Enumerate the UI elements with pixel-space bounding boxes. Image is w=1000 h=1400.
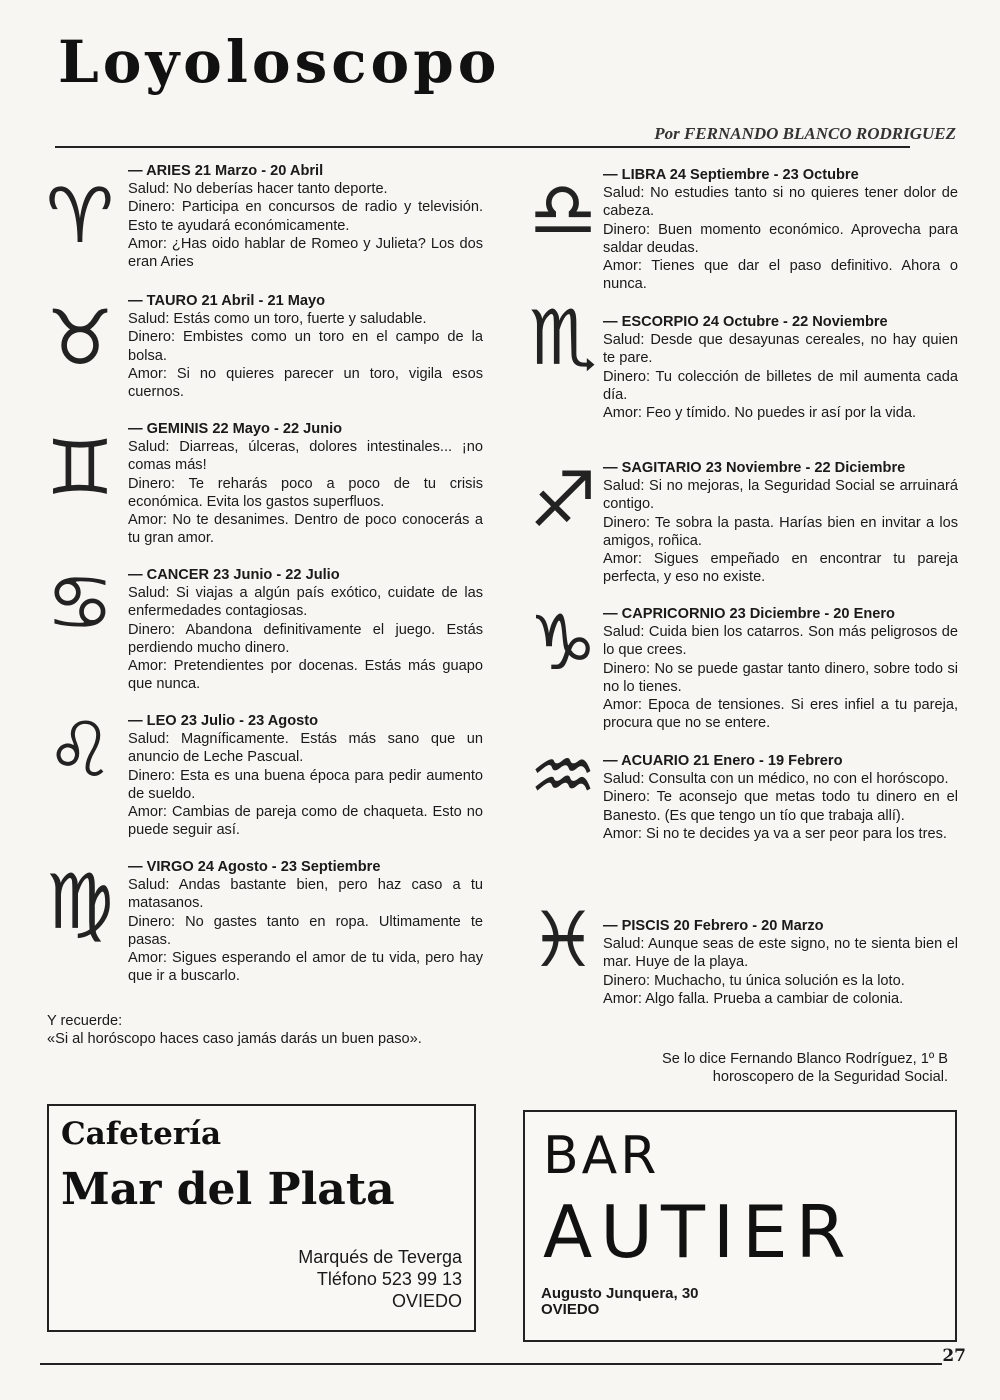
sign-money: Dinero: Embistes como un toro en el campo de la bolsa. [128,329,483,364]
horoscope-entry [603,605,958,732]
sign-money: Dinero: Abandona definitivamente el juego. Estás perdiendo mucho dinero. [128,621,483,656]
sign-love: Amor: Cambias de pareja como de chaqueta. Esto no puede seguir así. [128,804,483,839]
ad-cafeteria [47,1104,476,1332]
address-line: OVIEDO [541,1301,600,1318]
sign-health: Salud: Si no mejoras, la Seguridad Social se arruinará contigo. [603,478,958,513]
horoscope-entry [128,712,483,839]
sign-health: Salud: Andas bastante bien, pero haz caso a tu matasanos. [128,877,483,912]
sign-heading: — LIBRA 24 Septiembre - 23 Octubre [603,167,859,183]
ad-bar-label: BAR [543,1126,660,1186]
horoscope-entry [128,420,483,547]
sign-heading: — CAPRICORNIO 23 Diciembre - 20 Enero [603,606,895,622]
horoscope-entry [128,162,483,271]
page-title: Loyoloscopo [58,28,501,96]
aquarius-icon: ♒ [528,731,598,820]
sign-heading: — ESCORPIO 24 Octubre - 22 Noviembre [603,314,888,330]
ad-bar-address [541,1286,699,1318]
horoscope-entry [603,752,958,843]
header-rule [55,146,910,148]
sign-health: Salud: Magníficamente. Estás más sano que un anuncio de Leche Pascual. [128,731,483,766]
address-line: Marqués de Teverga [298,1247,462,1267]
horoscope-entry [603,313,958,422]
closing-quote: «Si al horóscopo haces caso jamás darás un buen paso». [47,1031,422,1048]
sign-money: Dinero: Muchacho, tu única solución es la loto. [603,972,905,989]
closing-line: Y recuerde: [47,1013,123,1029]
scorpio-icon: ♏ [528,293,598,382]
sign-money: Dinero: No gastes tanto en ropa. Ultimamente te pasas. [128,913,483,948]
horoscope-entry [603,459,958,586]
taurus-icon: ♉ [45,293,115,382]
sign-health: Salud: Si viajas a algún país exótico, cuidate de las enfermedades contagiosas. [128,585,483,620]
sagittarius-icon: ♐ [528,455,598,544]
byline: Por FERNANDO BLANCO RODRIGUEZ [654,124,956,143]
horoscope-entry [603,166,958,293]
author-signoff [662,1050,948,1087]
sign-money: Dinero: No se puede gastar tanto dinero, sobre todo si no lo tienes. [603,660,958,695]
ad-cafeteria-address [298,1246,462,1312]
sign-love: Amor: Sigues esperando el amor de tu vida, pero hay que ir a buscarlo. [128,950,483,985]
sign-health: Salud: Cuida bien los catarros. Son más peligrosos de lo que crees. [603,624,958,659]
aries-icon: ♈ [45,171,115,260]
horoscope-entry [128,566,483,693]
cancer-icon: ♋ [45,558,115,647]
sign-health: Salud: Desde que desayunas cereales, no hay quien te pare. [603,332,958,367]
libra-icon: ♎ [528,165,598,254]
sign-love: Amor: Pretendientes por docenas. Estás más guapo que nunca. [128,658,483,693]
address-line: Tléfono 523 99 13 [316,1269,462,1289]
sign-heading: — LEO 23 Julio - 23 Agosto [128,713,319,729]
sign-love: Amor: Si no quieres parecer un toro, vigila esos cuernos. [128,365,483,401]
sign-money: Dinero: Buen momento económico. Aprovecha para saldar deudas. [603,221,958,256]
sign-money: Dinero: Tu colección de billetes de mil aumenta cada día. [603,368,958,403]
sign-love: Amor: No te desanimes. Dentro de poco conocerás a tu gran amor. [128,512,483,547]
virgo-icon: ♍ [45,857,115,946]
sign-love: Amor: Sigues empeñado en encontrar tu pareja perfecta, y eso no existe. [603,551,958,586]
sign-heading: — ARIES 21 Marzo - 20 Abril [128,163,324,179]
horoscope-entry [603,917,958,1008]
horoscope-entry [128,292,483,401]
horoscope-entry [128,858,483,985]
sign-health: Salud: Aunque seas de este signo, no te sienta bien el mar. Huye de la playa. [603,936,958,971]
address-line: Augusto Junquera, 30 [541,1285,699,1302]
sign-heading: — PISCIS 20 Febrero - 20 Marzo [603,918,824,934]
sign-health: Salud: No deberías hacer tanto deporte. [128,181,388,198]
sign-health: Salud: Estás como un toro, fuerte y saludable. [128,311,427,328]
gemini-icon: ♊ [45,423,115,512]
ad-cafeteria-label: Cafetería [61,1116,222,1152]
sign-heading: — ACUARIO 21 Enero - 19 Febrero [603,753,843,769]
sign-heading: — VIRGO 24 Agosto - 23 Septiembre [128,859,381,875]
sign-money: Dinero: Participa en concursos de radio y televisión. Esto te ayudará económicamente. [128,199,483,234]
leo-icon: ♌ [45,705,115,794]
ad-bar-name: AUTIER [543,1190,854,1274]
ad-cafeteria-name: Mar del Plata [61,1164,395,1215]
sign-heading: — TAURO 21 Abril - 21 Mayo [128,293,326,309]
sign-health: Salud: Consulta con un médico, no con el horóscopo. [603,771,949,788]
sign-love: Amor: Epoca de tensiones. Si eres infiel a tu pareja, procura que no se entere. [603,697,958,732]
sign-money: Dinero: Te reharás poco a poco de tu crisis económica. Evita los gastos superfluos. [128,475,483,510]
sign-love: Amor: ¿Has oido hablar de Romeo y Julieta? Los dos eran Aries [128,235,483,271]
sign-love: Amor: Algo falla. Prueba a cambiar de colonia. [603,990,904,1007]
address-line: OVIEDO [391,1291,462,1311]
sign-money: Dinero: Te sobra la pasta. Harías bien en invitar a los amigos, roñica. [603,514,958,549]
sign-health: Salud: Diarreas, úlceras, dolores intestinales... ¡no comas más! [128,439,483,474]
sign-love: Amor: Feo y tímido. No puedes ir así por la vida. [603,405,917,422]
sign-money: Dinero: Esta es una buena época para pedir aumento de sueldo. [128,767,483,802]
footer-rule [40,1363,942,1365]
sign-heading: — SAGITARIO 23 Noviembre - 22 Diciembre [603,460,906,476]
page-number: 27 [942,1346,966,1366]
sign-health: Salud: No estudies tanto si no quieres tener dolor de cabeza. [603,185,958,220]
ad-bar [523,1110,957,1342]
pisces-icon: ♓ [528,895,598,984]
sign-love: Amor: Tienes que dar el paso definitivo. Ahora o nunca. [603,258,958,293]
sign-money: Dinero: Te aconsejo que metas todo tu dinero en el Banesto. (Es que tengo un tío que trabaja allí). [603,789,958,824]
closing-note [47,1012,422,1049]
signoff-line: horoscopero de la Seguridad Social. [712,1069,948,1086]
signoff-line: Se lo dice Fernando Blanco Rodríguez, 1º B [661,1051,948,1067]
sign-heading: — GEMINIS 22 Mayo - 22 Junio [128,421,343,437]
sign-love: Amor: Si no te decides ya va a ser peor para los tres. [603,825,947,842]
sign-heading: — CANCER 23 Junio - 22 Julio [128,567,340,583]
capricorn-icon: ♑ [528,598,598,687]
